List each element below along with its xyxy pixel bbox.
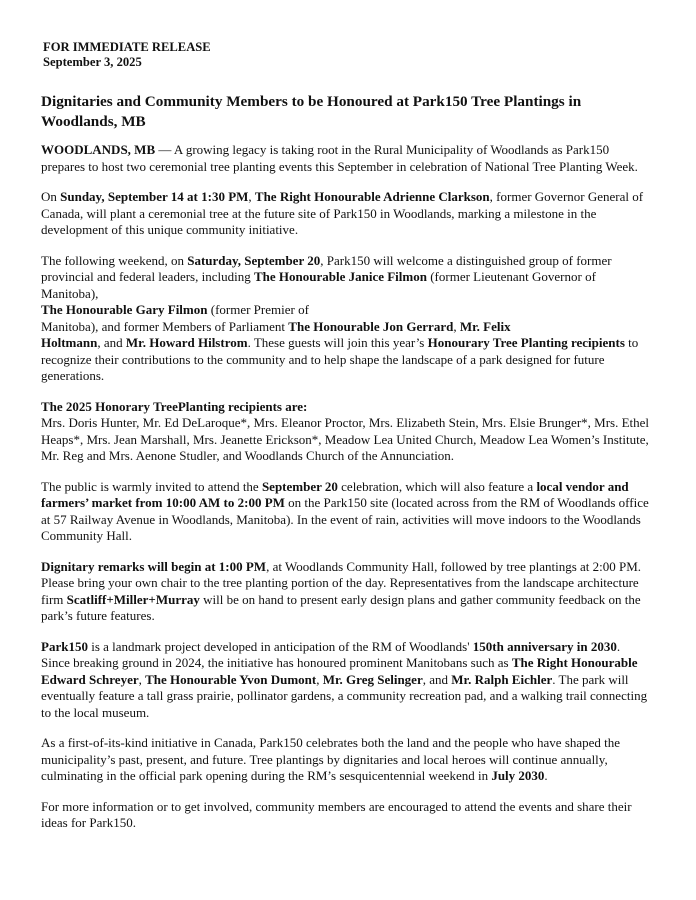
paragraph-more-info: For more information or to get involved, community members are encouraged to attend the events and share their ideas for Park150. [41, 798, 632, 830]
release-header [43, 40, 650, 70]
dateline: WOODLANDS, MB [41, 142, 156, 157]
paragraph-clarkson-event: On Sunday, September 14 at 1:30 PM, The Right Honourable Adrienne Clarkson, former Governor General of Canada, will plant a ceremonial tree at the future site of Park150 in Woodlands, marking a milestone in the development of this unique community initiative. [41, 189, 644, 237]
paragraph-park150: Park150 is a landmark project developed in anticipation of the RM of Woodlands' 150th anniversary in 2030. Since breaking ground in 2024, the initiative has honoured prominent Manitobans such as The Right Honourable Edward Schreyer, The Honourable Yvon Dumont, Mr. Greg Selinger, and Mr. Ralph Eichler. The park will eventually feature a tall grass prairie, pollinator gardens, a community recreation pad, and a walking trail connecting to the local museum. [41, 638, 648, 720]
paragraph-dignitaries-event: The following weekend, on Saturday, September 20, Park150 will welcome a distinguished group of former provincial and federal leaders, including The Honourable Janice Filmon (former Lieutenant Governor of Manitoba), The Honourable Gary Filmon (former Premier of Manitoba), and former Members of Parliament The Honourable Jon Gerrard, Mr. Felix Holtmann, and Mr. Howard Hilstrom. These guests will join this year’s Honourary Tree Planting recipients to recognize their contributions to the community and to help shape the landscape of a park designed for future generations. [41, 252, 639, 383]
recipients-list: Mrs. Doris Hunter, Mr. Ed DeLaroque*, Mrs. Eleanor Proctor, Mrs. Elizabeth Stein, Mrs. Elsie Brunger*, Mrs. Ethel Heaps*, Mrs. Jean Marshall, Mrs. Jeanette Erickson*, Meadow Lea United Church, Meadow Lea Women’s Institute, Mr. Reg and Mrs. Aenone Studler, and Woodlands Church of the Annunciation. [41, 415, 650, 463]
release-date: September 3, 2025 [43, 55, 142, 69]
paragraph-first-of-its-kind: As a first-of-its-kind initiative in Canada, Park150 celebrates both the land and the people who have shaped the municipality’s past, present, and future. Tree plantings by dignitaries and local heroes will continue annually, culminating in the official park opening during the RM’s sesquicentennial weekend in July 2030. [41, 735, 621, 783]
recipients-heading: The 2025 Honorary TreePlanting recipients are: [41, 398, 308, 414]
paragraph-recipients [41, 399, 650, 465]
paragraph-remarks: Dignitary remarks will begin at 1:00 PM, at Woodlands Community Hall, followed by tree plantings at 2:00 PM. Please bring your own chair to the tree planting portion of the day. Representatives from the landscape architecture firm Scatliff+Miller+Murray will be on hand to present early design plans and gather community feedback on the park’s future features. [41, 558, 642, 623]
release-label: FOR IMMEDIATE RELEASE [43, 40, 211, 54]
paragraph-public-invite: The public is warmly invited to attend the September 20 celebration, which will also feature a local vendor and farmers’ market from 10:00 AM to 2:00 PM on the Park150 site (located across from the RM of Woodlands office at 57 Railway Avenue in Woodlands, Manitoba). In the event of rain, activities will move indoors to the Woodlands Community Hall. [41, 478, 649, 543]
headline: Dignitaries and Community Members to be Honoured at Park150 Tree Plantings in Woodlands, MB [41, 93, 582, 130]
paragraph-intro: WOODLANDS, MB — A growing legacy is taking root in the Rural Municipality of Woodlands as Park150 prepares to host two ceremonial tree planting events this September in celebration of National Tree Planting Week. [41, 142, 638, 174]
